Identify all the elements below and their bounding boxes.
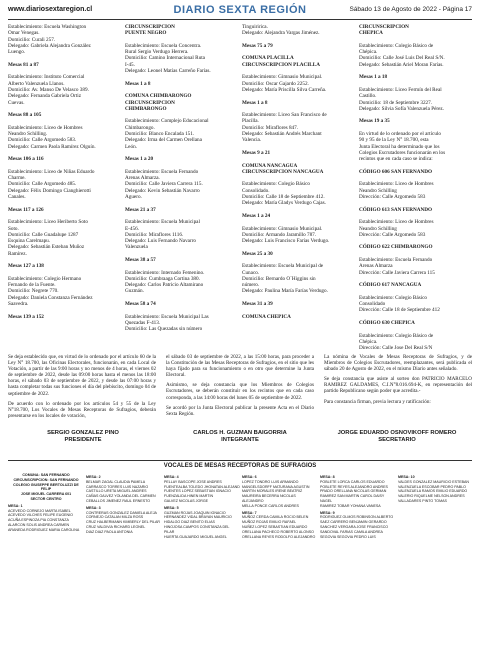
heading-line: COMUNA PLACILLA [242,55,294,62]
entry-line: Alberto Valenzuela Llanos. [8,80,65,87]
vocales-header [8,473,84,502]
entry-line: Delegado: Leonel Matías Carreño Farías. [125,68,211,75]
entry-line: Establecimiento: Colegio Hermano [8,275,82,282]
vocal-name: POBLETE LORCA CARLOS EDUARDO [320,479,385,484]
vocal-name: MUÑOZ ROJAS EMILIO RAFAEL [242,520,297,525]
notice-paragraph: Para constancia firman, previa lectura y ratificación: [324,398,431,405]
vocal-name: BELMAR ZAGAL CLAUDIA PAMELA [86,479,146,484]
heading-line: COMUNA NANCAGUA [242,162,298,169]
entry-line: Establecimiento: Escuela Concentra. [125,42,202,49]
entry-line: Cuevas. [8,99,25,106]
mesa-range: Mesas 1 a 20 [125,156,154,163]
vocal-name: VALLADARES PINTO TOMAS [398,498,447,503]
vocal-name: ARANEDA RODRIGUEZ MARIA CAROLINA [8,527,80,532]
entry-line: Delegado: Sebastián Esteban Muñoz [8,244,85,251]
entry-line: Domicilio: Oscar Gajardo 2252. [242,80,309,87]
entry-line: Establecimiento: Colegio Básico [242,181,310,188]
mesa-range: Mesas 38 a 57 [125,256,156,263]
entry-line: Delegado: Luis Francisco Farías Verdugo. [242,238,330,245]
heading-line: CÓDIGO 613 SAN FERNANDO [359,206,433,213]
entry-line: Chimbarongo. [125,124,155,131]
vocal-name: MUÑOZ CERDA CAMILA ROCIO BELEN [242,515,309,520]
entry-line: Domicilio: Calle José Luis Del Real S/N. [359,55,445,62]
entry-line: Consolidado. [242,187,270,194]
column-2 [125,24,234,352]
entry-line: Delegado: Luis Fernando Navarro [125,238,197,245]
vocal-name: GUZMAN ROJAS JOAQUIN IGNACIO [164,510,226,515]
entry-line: Ramírez. [8,250,27,257]
venue-entry [242,226,351,245]
mesa-label: MESA: 6 [242,475,257,479]
notice-paragraph: Se acordó por la Junta Electoral publicar la presente Acta en el Diario Sexta Región. [166,404,314,417]
heading-line: CIRCUNSCRIPCION [359,24,409,30]
notice-paragraph: el sábado 03 de septiembre de 2022, a las 15:00 horas, para proceder a la Constitución de las Mesas Receptoras de Sufragios, en el sitio que les haya fijado para su funcionamiento o en otro que determine la Junta Electoral. [166,354,314,379]
signer-role: INTEGRANTE [221,437,259,443]
entry-line: Consolidado [359,301,386,308]
entry-line: Colegios Escrutadores funcionarán en los [359,149,446,156]
signatures [8,430,472,454]
venue-entry [8,276,117,307]
entry-line: Domicilio: Calle Argomedo 583. [8,137,77,144]
mesa-label: MESA: 9 [320,510,335,515]
vocal-name: RODRIGUEZ OLMOS ROBINSON ALBERTO [320,515,394,520]
vocales-col-6 [398,473,474,504]
polling-places-columns [8,24,472,352]
entry-line: E-456. [125,225,139,232]
entry-line: En virtud de lo ordenado por el artículo [359,131,441,138]
mesa-range: Mesas 88 a 105 [8,112,42,119]
vocal-name: NUÑEZ LOPEZ SEBASTIAN EDUARDO [242,524,308,529]
venue-entry [8,74,117,105]
section-heading [359,169,468,175]
entry-line: Neandro Schilling [359,225,397,232]
entry-line: Arenas Almarza. [125,175,160,182]
vocal-name: HUERTA GUAJARDO MIGUEL ANGEL [164,534,227,539]
venue-entry [8,169,117,200]
mesa-range: Mesas 1 a 8 [242,99,268,106]
vocal-name: MELLA PONCE CARLOS ANDRES [242,503,299,508]
vocales-rule [8,460,472,461]
section-heading [242,163,351,176]
entry-line: Delegado: Carlos Patricio Altamirano [125,282,204,289]
entry-line: Establecimiento: Gimnasio Municipal. [242,74,323,81]
vocales-columns [8,473,472,603]
entry-line: Domicilio: Calle Guadalupe 1287 [8,231,79,238]
vocal-name: CASTILLO URETA MIGUEL ANDRES [86,489,147,494]
entry-line: Establecimiento: Escuela Washington [8,24,87,30]
section-heading [359,282,468,288]
venue-entry [242,181,351,206]
entry-line: Domicilio: Av. Manso De Velasco 389. [8,86,89,93]
site-url[interactable]: www.diariosextaregion.cl [8,6,93,13]
heading-line: COMUNA CHEPICA [242,313,291,320]
mesa-label: MESA: 5 [164,505,179,510]
vocal-name: VALENZUELA RAMOS EMILIO EDUARDO [398,489,468,494]
entry-line: Omar Venegas. [8,30,40,37]
vocales-col-4 [242,473,318,539]
entry-line: Establecimiento: Colegio Básico de [359,42,434,49]
vocal-name: HINOJOSA CAMPOS CONSTANZA DEL PILAR [164,524,230,534]
venue-entry [8,24,117,55]
vocal-name: PELLAY BASCOPE JOSE ANDRES [164,479,222,484]
signature-president [8,430,158,444]
vocal-name: SANCHEZ VERGARA JOSE FRANCISCO [320,524,389,529]
heading-line: CÓDIGO 606 SAN FERNANDO [359,168,433,175]
entry-line: Delegado: Irma del Carmen Orellana [125,137,202,144]
vocales-col-5 [320,473,396,539]
signer-name: SERGIO GONZALEZ PINO [47,430,119,436]
vocal-name: CRUZ HALBERMANN KIMBERLY DEL PILAR [86,520,161,525]
vocal-name: RAMIREZ TOBAR YOHANA VANESA [320,503,381,508]
vocal-name: CAÑAS GALVEZ YOLANDA DEL CARMEN [86,494,156,499]
entry-line: Fernando de la Fuente. [8,282,56,289]
entry-line: Establecimiento: Complejo Educacional [125,118,209,125]
mesa-range: Mesas 1 a 8 [125,80,151,87]
entry-line: Establecimiento: Liceo de Hombres [359,181,434,188]
vocales-col-3 [164,473,240,539]
mesa-label: MESA: 1 [8,503,23,508]
header-line: SECTOR CENTRO [30,496,62,501]
header-line: CIRCUNSCRIPCION: SAN FERNANDO [13,477,79,482]
header-line: JOSE MIGUEL CARRERA 601 [20,492,72,497]
venue-entry [242,24,351,37]
vocal-name: DIAZ DIAZ PAOLA ANTONIA [86,529,133,534]
entry-line: Domicilio: Curali 257. [8,36,56,43]
venue-entry [359,333,468,352]
entry-line: Domicilio: Blanco Encalada 151. [125,131,195,138]
vocal-name: LOPEZ TONDRO LUIS ARMANDO [242,479,299,484]
column-1 [8,24,117,352]
vocal-name: ORELLANA PACHECO ROBERTO ALONSO [242,529,314,534]
heading-line: CÓDIGO 617 NANCAGUA [359,282,422,289]
header-rule [8,19,472,20]
heading-line: CIRCUNSCRIPCION NANCAGUA [242,168,324,175]
vocal-name: RAMIREZ SAN MARTIN CAROL DAISY NAGEL [320,494,385,503]
entry-line: Domicilio: Bernardo O´Higgins sin [242,275,316,282]
venue-entry [125,169,234,200]
vocal-name: VALERIO RIQUELME NELSON ANDRES [398,494,465,499]
entry-line: Establecimiento: Internado Femenino. [125,269,205,276]
section-heading [359,244,468,250]
mesa-range: Mesas 139 a 152 [8,313,44,320]
vocal-name: ACEVEDO CORNEJO MARTA ISABEL [8,508,71,513]
entry-line: León. [125,143,137,150]
entry-line: Establecimiento: Liceo San Francisco de [242,112,327,119]
vocal-name: FUENTES LOPEZ SEBASTIAN IGNACIO [164,489,231,494]
vocal-name: ACUÑA ESPINOZA PIA CONSTANZA [8,518,69,523]
notice-paragraph: Asimismo, se deja constancia que los Miembros de Colegios Escrutadores, se deberán constituir en los recintos que en cada caso corresponda, a las 14:00 horas del lunes 05 de septiembre de 2022. [166,382,314,401]
vocal-name: SEGOVIA SEGOVIA PEDRO LUIS [320,534,376,539]
entry-line: Delegado: María Gladys Verdugo Cajas. [242,200,326,207]
venue-entry [8,125,117,150]
signer-role: PRESIDENTE [64,437,102,443]
entry-line: Dirección: Calle Argomedo 583 [359,194,426,201]
entry-line: Aguero. [125,194,142,201]
notice-col-c [324,354,472,409]
entry-line: Delegado: Silvia Sofía Valenzuela Pérez. [359,105,445,112]
mesa-range: Mesas 75 a 79 [242,42,273,49]
entry-line: Establecimiento: Liceo Fermín del Real [359,86,442,93]
venue-entry [125,43,234,74]
mesa-range: Mesas 31 a 39 [242,301,273,308]
entry-line: Soto. [8,225,19,232]
heading-line: CIRCUNSCRIPCION PLACILLA [242,61,320,68]
section-heading [359,207,468,213]
entry-line: Establecimiento: Escuela Municipal de [242,263,324,270]
entry-line: Neandro Schilling [359,187,397,194]
notice-paragraph: De acuerdo con lo ordenado por los artículos 54 y 55 de la Ley N°18.700, Los Vocales de Mesas Receptoras de Sufragios, deberán presentarse en los locales de votación, [8,400,156,419]
entry-line: Guzmán. [125,288,144,295]
venue-entry [359,181,468,200]
vocales-col-2 [86,473,162,535]
vocal-name: VALDES GONZALEZ MAURICIO ESTEBAN [398,479,470,484]
entry-line: Establecimiento: Escuela Fernando [359,256,433,263]
signature-secretary [322,430,472,444]
mesa-range: Mesas 25 a 30 [242,250,273,257]
signer-name: CARLOS H. GUZMAN BAIGORRIA [193,430,287,436]
venue-entry [359,295,468,314]
vocal-name: FUENZALIDA HINEN MARTIN [164,494,214,499]
mesa-label: MESA: 8 [320,475,335,479]
notice-col-b [166,354,314,421]
vocal-name: MAUREIRA BECERRA NICOLAS ALEJANDRO [242,494,296,503]
entry-line: Arenas Almarza [359,263,393,270]
entry-line: Delegado: Félix Domingo Cianghierotti [8,187,91,194]
entry-line: Charme. [8,175,26,182]
entry-line: Valenzuela [125,244,148,251]
entry-line: Dirección: Calle Argomedo 583 [359,231,426,238]
vocal-name: SANDOVAL FARIAS CAMILA ANDREA [320,529,383,534]
entry-line: Quezadas F-413. [125,319,161,326]
vocal-name: HIDALGO DIAZ BENITO ELIAS [164,520,215,525]
entry-line: Delegado: María Priscilla Silva Carreña. [242,86,327,93]
entry-line: Chépica. [359,49,378,56]
venue-entry [242,112,351,143]
entry-line: Establecimiento: Instituto Comercial [8,74,85,81]
entry-line: Dirección: Calle Jose Del Real S/N [359,345,433,352]
mesa-label: MESA: 10 [398,475,415,479]
vocal-name: SAEZ CARRERO BENJAMIN GERARDO [320,520,387,525]
entry-line: I-45. [125,61,135,68]
entry-line: Neandro Schilling. [8,131,48,138]
heading-line: CIRCUNSCRIPCION [125,99,175,106]
entry-line: Tinguiririca. [242,24,268,30]
entry-line: Delegado: Gabriela Alejandra González [8,42,91,49]
entry-line: Junta Electoral ha determinado que los [359,143,440,150]
header-line: COLEGIO GIUSEPPE BERTOLUZZI DE FELIP [13,482,79,492]
vocal-name: HERNANDEZ VIDAL BRAYAN MAURICIO [164,515,232,520]
entry-line: Domicilio: Calle Javiera Carrera 115. [125,181,203,188]
mesa-range: Mesas 58 a 74 [125,301,156,308]
vocal-name: ACEVEDO VILCHES FELIPE EUGENIO [8,513,73,518]
vocales-title: VOCALES DE MESAS RECEPTORAS DE SUFRAGIOS [163,463,317,469]
heading-line: CÓDIGO 622 CHIMBARONGO [359,244,433,251]
vocal-name: POBLETE REYES ALEJANDRO ANDRES [320,484,388,489]
entry-line: número. [242,282,260,289]
entry-line: Delegado: Fernanda Gabriela Ortiz [8,93,82,100]
entry-line: Domicilio: Las Quezadas sin número [125,326,203,333]
mesa-range: Mesas 106 a 116 [8,156,44,163]
vocal-name: MARTIN MORALES IRENE BEATRIZ [242,489,303,494]
page-date: Sábado 13 de Agosto de 2022 - Página 17 [349,6,472,13]
heading-line: CHEPICA [359,30,383,37]
section-heading [125,24,234,37]
entry-line: Establecimiento: Gimnasio Municipal. [242,225,323,232]
mesa-label: MESA: 2 [86,475,101,479]
entry-line: Domicilio: Camino Internacional Ruta [125,55,205,62]
heading-line: PUENTE NEGRO [125,30,167,37]
vocal-name: CEBALLOS JIMENEZ RAUL ERNESTO [86,498,151,503]
entry-line: Establecimiento: Liceo de Hombres [359,219,434,226]
mesa-label: MESA: 4 [164,475,179,479]
entry-line: Establecimiento: Liceo de Hombres [8,124,83,131]
venue-entry [359,257,468,276]
venue-entry [359,131,468,162]
entry-line: Delegado: Sebastián Andrés Marchant [242,131,322,138]
venue-entry [242,263,351,294]
mesa-range: Mesas 9 a 21 [242,149,271,156]
venue-entry [359,219,468,238]
signer-role: SECRETARIO [378,437,416,443]
mesa-range: Mesas 81 a 87 [8,61,39,68]
section-heading [242,314,351,320]
entry-line: Delegado: Paulina María Farías Verdugo. [242,288,328,295]
entry-line: Delegado: Carmen Paola Ramírez Olguín. [8,143,96,150]
section-heading [242,55,351,68]
entry-line: Domicilio: Miraflores 847. [242,124,299,131]
vocal-name: ALARCON SOLIS ANDREA CARMEN [8,522,70,527]
entry-line: Dirección: Calle Javiera Carrera 115 [359,269,435,276]
entry-line: Cunaco. [242,269,260,276]
vocal-name: VALENZUELA ESCOBAR PEDRO PABLO [398,484,466,489]
entry-line: Saavedra. [8,301,29,308]
vocal-name: CARRASCO TORRES LUIS NAZARIO [86,484,149,489]
entry-line: Chépica. [359,338,378,345]
entry-line: Establecimiento: Escuela Municipal Las [125,313,209,320]
entry-line: Domicilio: Armando Jaramillo 787. [242,231,317,238]
entry-line: Domicilio: Miraflores 1116. [125,231,184,238]
entry-line: recintos que en cada caso se indica: [359,156,433,163]
mesa-range: Mesas 21 a 37 [125,206,156,213]
notice-col-a [8,354,156,423]
section-heading [125,93,234,112]
venue-entry [125,314,234,333]
mesa-range: Mesas 1 a 24 [242,212,271,219]
mesa-label: MESA: 3 [86,505,101,510]
header-line: COMUNA: SAN FERNANDO [22,473,70,477]
vocal-name: PRADO ORELLANA NICOLAS GERMAN [320,489,387,494]
heading-line: COMUNA CHIMBARONGO [125,93,192,100]
entry-line: Establecimiento: Colegio Básico de [359,332,434,339]
column-3 [242,24,351,352]
signature-member [165,430,315,444]
notice-text [8,354,472,426]
venue-entry [125,219,234,250]
newspaper-title: DIARIO SEXTA REGIÓN [173,4,307,16]
entry-line: Domicilio: 18 de Septiembre 3227. [359,99,433,106]
vocal-name: ORELLANA REYES RODOLFO ALEJANDRO [242,534,316,539]
entry-line: Dirección: Calle 18 de Septiembre 412 [359,307,440,314]
entry-line: Establecimiento: Colegio Básico [359,294,427,301]
venue-entry [125,118,234,149]
notice-paragraph: Se deja constancia que asiste al sorteo don PATRICIO MARCELO RAMIREZ GALDAMES, C.I.N°8.016.694-K, en representación del partido Republicano según poder que acredita.- [324,376,472,395]
entry-line: Establecimiento: Escuela Fernando [125,168,199,175]
entry-line: Establecimiento: Escuela Municipal [125,219,200,226]
mesa-range: Mesas 127 a 138 [8,263,44,270]
mesa-label: MESA: 7 [242,510,257,515]
entry-line: Domicilio: Calle Argomedo 485. [8,181,77,188]
entry-line: Canales. [8,194,26,201]
entry-line: Establecimiento: Liceo de Niñas Eduardo [8,168,95,175]
mesa-range: Mesas 1 a 18 [359,74,388,81]
venue-entry [125,270,234,295]
column-4 [359,24,468,352]
heading-line: CÓDIGO 630 CHEPICA [359,319,415,326]
entry-line: Delegado: Daniela Constanza Fernández [8,294,93,301]
entry-line: Luengo. [8,49,26,56]
entry-line: Establecimiento: Liceo Heriberto Soto [8,219,88,226]
entry-line: Rural Sergio Verdugo Herrera. [125,49,189,56]
vocal-name: CONTRERAS GONZALEZ DANIELA ALEJA [86,510,157,515]
entry-line: Esquina Carelmapu. [8,238,51,245]
entry-line: Delegado: Sebastián Ariel Moran Farías. [359,61,444,68]
venue-entry [359,87,468,112]
notice-paragraph: La nómina de Vocales de Mesas Receptoras de Sufragios, y de Miembros de Colegios Escrutadores, reemplazantes, será publicada el sábado 20 de Agosto de 2022, en el mismo Diario antes señalado. [324,354,472,373]
heading-line: CIRCUNSCRIPCION [125,24,175,30]
entry-line: 90 y 95 de la Ley N° 18.700, esta [359,137,429,144]
mesa-range: Mesas 19 a 35 [359,118,390,125]
section-heading [359,24,468,37]
venue-entry [242,74,351,93]
venue-entry [8,219,117,257]
notice-paragraph: Se deja establecido que, en virtud de lo ordenado por el artículo 60 de la Ley N° 18.700, las Oficinas Electorales, funcionarán, en cada Local de Votación, a partir de las 9:00 horas y no menos de 4 horas, el viernes 02 de septiembre de 2022, desde las 09:00 horas hasta el menos las 18:00 horas, el sábado 03 de septiembre de 2022, y desde las 07:00 horas y hasta completar todas sus funciones el día del plebiscito, domingo 04 de septiembre de 2022. [8,354,156,397]
venue-entry [359,43,468,68]
entry-line: Placilla. [242,118,259,125]
entry-line: Valencia. [242,137,262,144]
heading-line: CHIMBARONGO [125,105,167,112]
vocal-name: CRUZ VALDIVIA RICHARD LEONEL [86,524,146,529]
vocal-name: FUENTEALBA TOLEDO JHONATAN ALEJAND [164,484,240,489]
entry-line: Domicilio: Negrete 770. [8,288,59,295]
vocal-name: CORNEJO CATALAN MILZA ROSS [86,515,144,520]
signer-name: JORGE EDUARDO OSNOVIKOFF ROMERO [337,430,457,436]
entry-line: Delegado: Alejandra Vargas Jiménez. [242,30,320,37]
entry-line: Domicilio: Calle 18 de Septiembre 412. [242,194,325,201]
mesa-range: Mesas 117 a 126 [8,206,44,213]
entry-line: Delegado: Kevin Sebastián Navarro [125,187,200,194]
vocales-col-1 [8,473,84,533]
vocal-name: GALVEZ NICOLAS JORGE [164,498,209,503]
entry-line: Domicilio: Cumbraaga Cortina 380. [125,275,200,282]
page-header [8,4,472,18]
section-heading [359,320,468,326]
vocal-name: MANGELSDORFF MATURANA AGUSTIN [242,484,310,489]
entry-line: Castillo. [359,93,377,100]
